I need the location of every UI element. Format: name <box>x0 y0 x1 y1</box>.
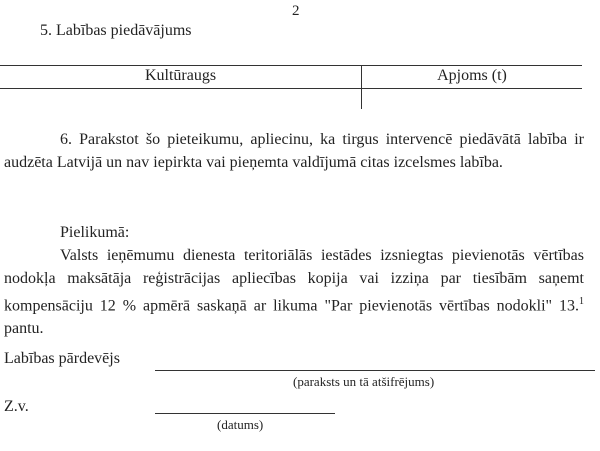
attachments-text: Valsts ieņēmumu dienesta teritoriālās iestādes izsniegtas pievienotās vērtības nodokļa maksātāja reģistrācijas apliecības kopija vai izziņa par tiesībām saņemt kompensāciju 12 % apmērā saskaņā ar likuma "Par pievienotās vērtības nodokli" 13. <box>4 247 584 315</box>
seller-label: Labības pārdevējs <box>4 350 120 367</box>
page-number: 2 <box>292 3 300 19</box>
seller-signature-caption: (paraksts un tā atšifrējums) <box>293 374 435 389</box>
table-header-border <box>0 88 582 89</box>
attachments-paragraph <box>4 244 584 340</box>
section-5-heading: 5. Labības piedāvājums <box>40 22 192 39</box>
table-header-crop: Kultūraugs <box>144 67 217 84</box>
table-top-border <box>0 65 582 66</box>
attachments-text-end: pantu. <box>4 320 44 338</box>
stamp-label: Z.v. <box>4 398 29 415</box>
date-caption: (datums) <box>217 417 264 432</box>
table-header-volume: Apjoms (t) <box>437 67 507 84</box>
seller-signature-line <box>155 370 595 371</box>
date-line <box>155 413 335 414</box>
attachments-superscript: 1 <box>579 296 584 307</box>
section-6-paragraph: 6. Parakstot šo pieteikumu, apliecinu, ka tirgus intervencē piedāvātā labība ir audzēta Latvijā un nav iepirkta vai pieņemta valdījumā citas izcelsmes labība. <box>4 131 584 171</box>
attachments-heading: Pielikumā: <box>60 224 130 241</box>
